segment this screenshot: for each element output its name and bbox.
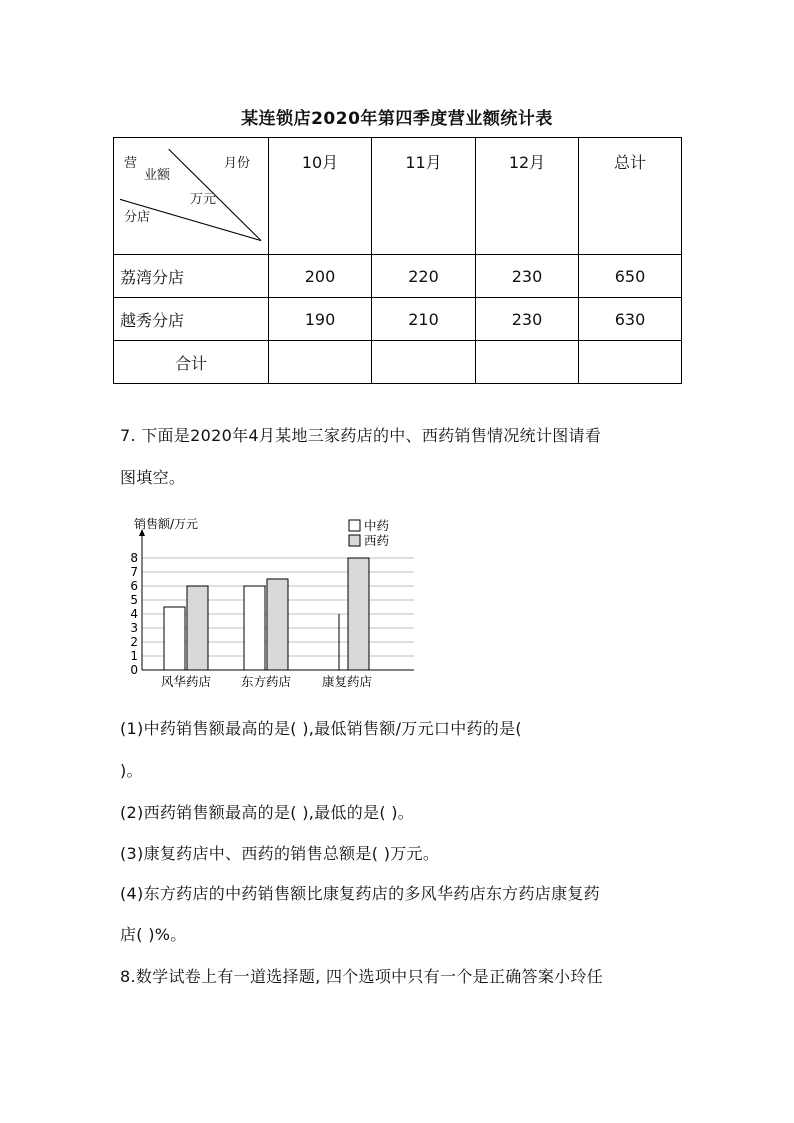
question-7-sub-4-line-1: (4)东方药店的中药销售额比康复药店的多风华药店东方药店康复药 xyxy=(120,884,600,903)
column-header: 总计 xyxy=(579,138,682,255)
table-cell: 190 xyxy=(269,298,372,341)
bar-中药 xyxy=(164,607,185,670)
y-tick-label: 6 xyxy=(130,579,138,593)
header-corner-label-unit: 万元 xyxy=(190,192,217,207)
table-cell-empty xyxy=(372,341,476,384)
question-7-line-2: 图填空。 xyxy=(120,468,186,487)
y-tick-label: 0 xyxy=(130,663,138,677)
table-cell-empty xyxy=(579,341,682,384)
row-name: 荔湾分店 xyxy=(114,255,269,298)
header-corner-cell xyxy=(114,138,269,255)
legend-label: 西药 xyxy=(364,533,390,548)
bar-西药 xyxy=(187,586,208,670)
bar-chart xyxy=(120,510,420,700)
question-7-sub-1-line-2: )。 xyxy=(120,761,143,780)
y-tick-label: 2 xyxy=(130,635,138,649)
table-row xyxy=(114,341,682,384)
x-category-label: 康复药店 xyxy=(321,674,373,689)
question-8-line-1: 8.数学试卷上有一道选择题, 四个选项中只有一个是正确答案小玲任 xyxy=(120,967,604,986)
question-7-line-1: 7. 下面是2020年4月某地三家药店的中、西药销售情况统计图请看 xyxy=(120,426,602,445)
bar-西药 xyxy=(267,579,288,670)
y-tick-label: 8 xyxy=(130,551,138,565)
header-corner-label-b: 业额 xyxy=(144,168,171,183)
question-7-sub-3: (3)康复药店中、西药的销售总额是( )万元。 xyxy=(120,844,440,863)
x-category-label: 风华药店 xyxy=(160,674,212,689)
column-header: 10月 xyxy=(269,138,372,255)
y-axis-title: 销售额/万元 xyxy=(134,517,199,531)
table-cell: 200 xyxy=(269,255,372,298)
table-cell: 220 xyxy=(372,255,476,298)
question-7-sub-1-line-1: (1)中药销售额最高的是( ),最低销售额/万元口中药的是( xyxy=(120,719,522,738)
table-cell: 630 xyxy=(579,298,682,341)
legend-swatch xyxy=(349,520,360,531)
table-header-row xyxy=(114,138,682,255)
table-row xyxy=(114,255,682,298)
table-cell-empty xyxy=(269,341,372,384)
table-row xyxy=(114,298,682,341)
question-7-sub-4-line-2: 店( )%。 xyxy=(120,925,187,944)
legend-swatch xyxy=(349,535,360,546)
column-header: 12月 xyxy=(476,138,579,255)
y-tick-label: 1 xyxy=(130,649,138,663)
header-corner-label-store: 分店 xyxy=(124,210,151,225)
table-cell-empty xyxy=(476,341,579,384)
legend-label: 中药 xyxy=(364,518,390,533)
question-7-sub-2: (2)西药销售额最高的是( ),最低的是( )。 xyxy=(120,803,415,822)
table-title: 某连锁店2020年第四季度营业额统计表 xyxy=(241,109,553,129)
y-tick-label: 4 xyxy=(130,607,138,621)
y-tick-label: 7 xyxy=(130,565,138,579)
column-header: 11月 xyxy=(372,138,476,255)
bar-chart-svg xyxy=(120,510,420,700)
sales-table xyxy=(113,137,682,384)
table-cell: 230 xyxy=(476,298,579,341)
x-category-label: 东方药店 xyxy=(240,674,292,689)
bar-中药 xyxy=(244,586,265,670)
bar-西药 xyxy=(348,558,369,670)
row-name: 合计 xyxy=(114,341,269,384)
table-cell: 650 xyxy=(579,255,682,298)
y-tick-label: 3 xyxy=(130,621,138,635)
header-corner-label-a: 营 xyxy=(124,156,138,171)
table-cell: 230 xyxy=(476,255,579,298)
y-tick-label: 5 xyxy=(130,593,138,607)
row-name: 越秀分店 xyxy=(114,298,269,341)
header-corner-label-month: 月份 xyxy=(224,156,251,171)
table-cell: 210 xyxy=(372,298,476,341)
